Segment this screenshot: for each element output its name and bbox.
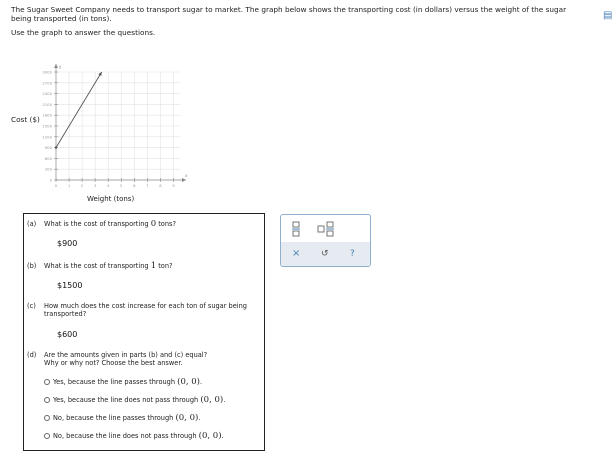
y-tick-label: 3000 (42, 69, 52, 75)
y-tick-label: 300 (44, 166, 52, 172)
option-3-text: No, because the line passes through (53, 414, 174, 422)
math-toolbar (280, 214, 371, 267)
x-tick-label: 2 (80, 183, 84, 188)
answer-a[interactable]: $900 (57, 239, 78, 248)
radio-button[interactable] (44, 415, 50, 421)
option-4-text: No, because the line does not pass through (53, 432, 197, 440)
y-tick-label: 600 (44, 155, 52, 161)
y-tick-label: 0 (49, 177, 52, 183)
x-tick-label: 0 (54, 183, 58, 188)
cost-line (56, 72, 102, 148)
radio-button[interactable] (44, 433, 50, 439)
question-d-line1: Are the amounts given in parts (b) and (c) equal? (44, 351, 208, 359)
question-a-text-end: tons? (156, 220, 176, 228)
radio-button[interactable] (44, 379, 50, 385)
option-4-math: (0, 0) (198, 431, 222, 441)
option-1-text: Yes, because the line passes through (53, 378, 176, 386)
x-axis-arrow (182, 178, 186, 182)
help-icon[interactable]: ? (350, 249, 355, 259)
y-tick-label: 1500 (42, 123, 52, 129)
radio-button[interactable] (44, 397, 50, 403)
option-3[interactable] (44, 413, 200, 423)
mixed-number-icon[interactable] (317, 221, 335, 237)
answer-b[interactable]: $1500 (57, 281, 83, 290)
question-c-label: (c) (27, 302, 36, 310)
answer-c[interactable]: $600 (57, 330, 78, 339)
clear-icon[interactable]: × (292, 248, 301, 259)
x-axis-label: Weight (tons) (87, 195, 135, 203)
toolbar-top-row (281, 215, 370, 242)
x-tick-label: 9 (172, 183, 175, 188)
undo-icon[interactable]: ↺ (321, 249, 329, 259)
x-tick-label: 3 (93, 183, 97, 188)
question-b-text: What is the cost of transporting (44, 262, 151, 270)
option-2-text: Yes, because the line does not pass through (53, 396, 199, 404)
problem-instruction: Use the graph to answer the questions. (11, 28, 156, 37)
question-c (27, 302, 259, 318)
option-2[interactable] (44, 395, 225, 405)
cost-line-start-point (55, 146, 57, 148)
question-d-line2: Why or why not? Choose the best answer. (44, 359, 183, 367)
y-tick-label: 1200 (42, 134, 52, 140)
cost-graph (30, 40, 190, 190)
worksheet-icon[interactable]: ▤ (603, 10, 613, 21)
y-tick-label: 2700 (42, 80, 52, 86)
x-tick-label: 7 (146, 183, 149, 188)
toolbar-bottom-row (281, 242, 370, 266)
option-4[interactable] (44, 431, 224, 441)
question-a-label: (a) (27, 220, 37, 228)
y-axis-arrow (54, 64, 58, 68)
option-1-math: (0, 0) (177, 377, 200, 387)
question-b-math: 1 (150, 261, 157, 271)
y-tick-label: 2400 (42, 91, 52, 97)
x-axis-symbol: x (185, 173, 188, 178)
y-tick-label: 900 (44, 145, 52, 151)
problem-intro: The Sugar Sweet Company needs to transport sugar to market. The graph below shows the transporting cost (in dollars) versus the weight of the sugar being transported (in tons). (11, 5, 567, 23)
question-b-text-end: ton? (156, 262, 173, 270)
question-b (27, 262, 259, 270)
questions-panel (23, 213, 265, 451)
question-a (27, 220, 259, 228)
x-tick-label: 6 (133, 183, 136, 188)
x-tick-label: 1 (67, 183, 71, 188)
question-a-text: What is the cost of transporting (44, 220, 151, 228)
option-2-end: . (223, 396, 226, 404)
x-tick-label: 4 (106, 183, 110, 188)
y-tick-label: 1800 (42, 112, 52, 118)
question-b-label: (b) (27, 262, 37, 270)
question-d-label: (d) (27, 351, 37, 359)
option-1[interactable] (44, 377, 202, 387)
y-axis-label: Cost ($) (11, 115, 40, 124)
option-2-math: (0, 0) (200, 395, 224, 405)
y-tick-label: 2100 (42, 101, 52, 107)
question-a-math: 0 (150, 219, 157, 229)
option-1-end: . (199, 378, 203, 386)
x-tick-label: 5 (120, 183, 123, 188)
option-3-math: (0, 0) (175, 413, 199, 423)
question-d (27, 351, 259, 367)
question-c-text: How much does the cost increase for each ton of sugar being transported? (44, 302, 247, 318)
option-4-end: . (221, 432, 224, 440)
y-axis-symbol: y (59, 64, 62, 69)
fraction-icon[interactable] (291, 221, 301, 237)
x-tick-label: 8 (159, 183, 162, 188)
option-3-end: . (198, 414, 201, 422)
